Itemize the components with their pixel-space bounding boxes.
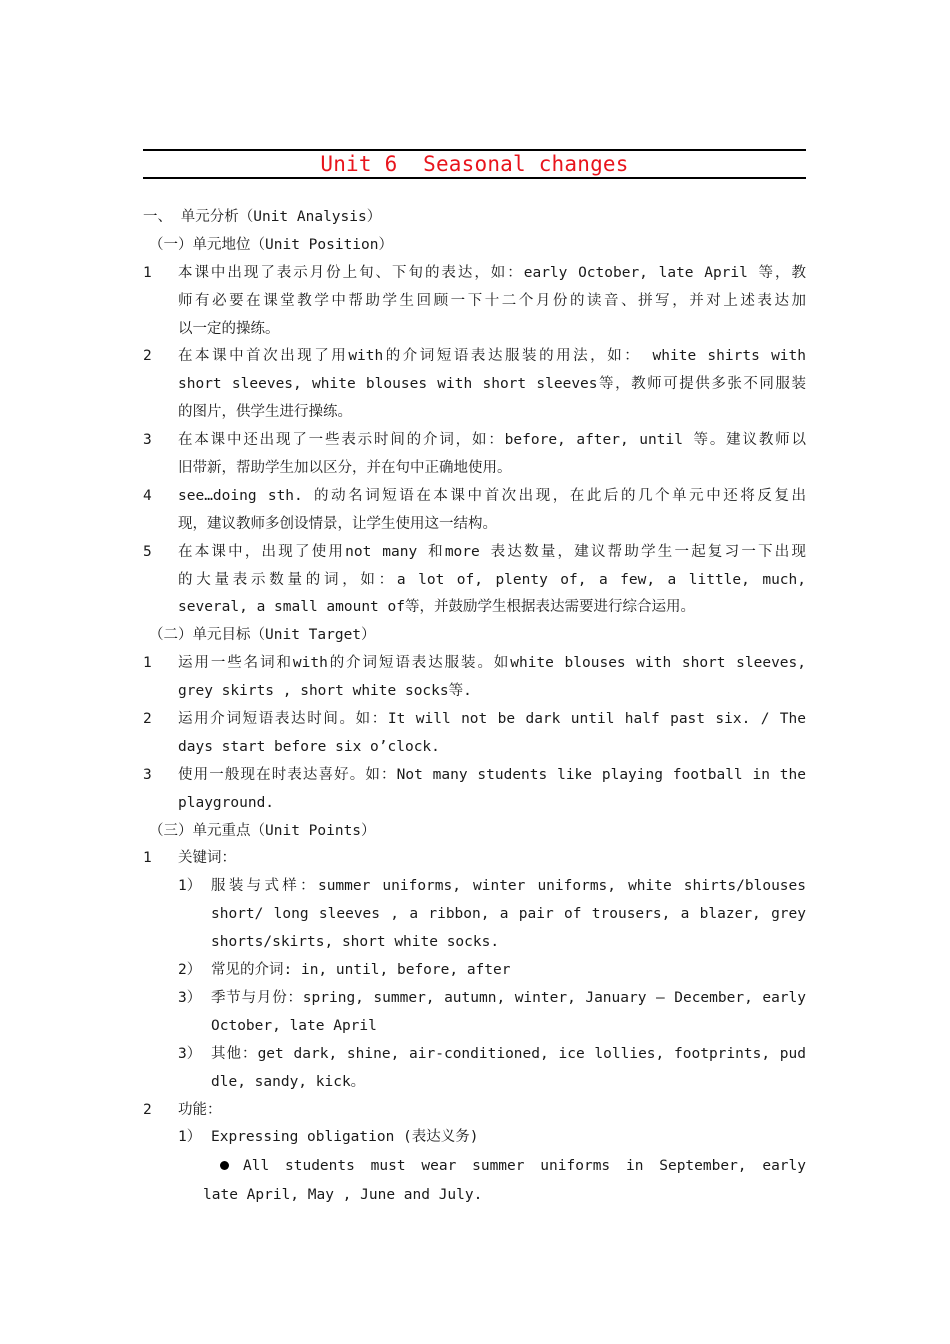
title-bottom-rule <box>143 177 806 179</box>
item-number: 3 <box>143 432 152 449</box>
subitem-line: 季节与月份：spring, summer, autumn, winter, January – December, early <box>211 989 806 1006</box>
page-title: Unit 6 Seasonal changes <box>320 152 629 176</box>
subitem-number: 1） <box>178 878 202 895</box>
item-line: 在本课中，出现了使用not many 和more 表达数量，建议帮助学生一起复习一下出现 <box>178 543 806 560</box>
subitem-number: 2） <box>178 962 202 979</box>
item-number: 1 <box>143 264 152 281</box>
bullet-dot-icon <box>220 1161 229 1170</box>
item-line: days start before six o’clock. <box>178 738 440 755</box>
item-number: 1 <box>143 655 152 672</box>
document-body <box>143 204 806 1210</box>
position-item <box>143 260 806 344</box>
subitem-line: 其他：get dark, shine, air-conditioned, ice lollies, footprints, pud <box>211 1045 806 1062</box>
position-item <box>143 427 806 483</box>
item-line: 在本课中还出现了一些表示时间的介词，如：before, after, until 等。建议教师以 <box>178 432 806 449</box>
keyword-subitem <box>143 1041 806 1097</box>
subitem-line: shorts/skirts, short white socks. <box>211 934 500 951</box>
item-line: 以一定的操练。 <box>178 320 280 337</box>
keywords-label: 关键词： <box>178 850 236 867</box>
subitem-line: October, late April <box>211 1017 377 1034</box>
item-number: 4 <box>143 487 152 504</box>
item-line: several, a small amount of等，并鼓励学生根据表达需要进行综合运用。 <box>178 599 695 616</box>
points-keywords <box>143 845 806 873</box>
item-line: playground. <box>178 794 275 811</box>
subitem-line: 服装与式样：summer uniforms, winter uniforms, white shirts/blouses <box>211 878 806 895</box>
item-line: 的图片，供学生进行操练。 <box>178 404 352 421</box>
subitem-number: 1） <box>178 1129 202 1146</box>
item-number: 1 <box>143 850 152 867</box>
subitem-line: short/ long sleeves , a ribbon, a pair of trousers, a blazer, grey <box>211 906 806 923</box>
item-number: 5 <box>143 543 152 560</box>
item-number: 3 <box>143 766 152 783</box>
example-bullet <box>143 1152 806 1210</box>
keyword-subitem <box>143 985 806 1041</box>
item-line: 现，建议教师多创设情景，让学生使用这一结构。 <box>178 515 497 532</box>
section-heading-target: （二）单元目标（Unit Target） <box>149 627 376 644</box>
subitem-line: 常见的介词: in, until, before, after <box>211 962 511 979</box>
item-number: 2 <box>143 348 152 365</box>
item-line: grey skirts , short white socks等. <box>178 683 472 700</box>
item-line: 旧带新，帮助学生加以区分，并在句中正确地使用。 <box>178 460 512 477</box>
bullet-line: late April, May , June and July. <box>203 1187 483 1204</box>
item-line: 运用一些名词和with的介词短语表达服装。如white blouses with short sleeves, <box>178 655 806 672</box>
position-item <box>143 343 806 427</box>
item-number: 2 <box>143 711 152 728</box>
item-line: 使用一般现在时表达喜好。如：Not many students like playing football in the <box>178 766 806 783</box>
section-heading-points: （三）单元重点（Unit Points） <box>149 822 376 839</box>
target-item <box>143 650 806 706</box>
item-line: short sleeves, white blouses with short sleeves等，教师可提供多张不同服装 <box>178 376 806 393</box>
item-number: 2 <box>143 1101 152 1118</box>
target-item <box>143 706 806 762</box>
bullet-text: All students must wear summer uniforms in September, early <box>243 1158 806 1175</box>
item-line: 的大量表示数量的词，如：a lot of, plenty of, a few, a little, much, <box>178 571 806 588</box>
function-label: 功能： <box>178 1101 222 1118</box>
points-function <box>143 1097 806 1125</box>
item-line: 运用介词短语表达时间。如：It will not be dark until half past six. / The <box>178 711 806 728</box>
item-line: 师有必要在课堂教学中帮助学生回顾一下十二个月份的读音、拼写，并对上述表达加 <box>178 292 806 309</box>
keyword-subitem <box>143 873 806 957</box>
item-line: see…doing sth. 的动名词短语在本课中首次出现，在此后的几个单元中还将反复出 <box>178 487 806 504</box>
position-item <box>143 483 806 539</box>
keyword-subitem <box>143 957 806 985</box>
item-line: 在本课中首次出现了用with的介词短语表达服装的用法，如： white shirts with <box>178 348 806 365</box>
section-heading-analysis: 一、 单元分析（Unit Analysis） <box>143 209 382 225</box>
subitem-line: Expressing obligation (表达义务) <box>211 1129 479 1146</box>
subitem-line: dle, sandy, kick。 <box>211 1073 366 1090</box>
subitem-number: 3） <box>178 989 202 1006</box>
function-subitem <box>143 1124 806 1152</box>
section-heading-position: （一）单元地位（Unit Position） <box>149 236 393 253</box>
item-line: 本课中出现了表示月份上旬、下旬的表达，如：early October, late April 等，教 <box>178 264 806 281</box>
subitem-number: 3） <box>178 1045 202 1062</box>
bullet-line <box>207 1152 806 1181</box>
position-item <box>143 539 806 623</box>
target-item <box>143 762 806 818</box>
